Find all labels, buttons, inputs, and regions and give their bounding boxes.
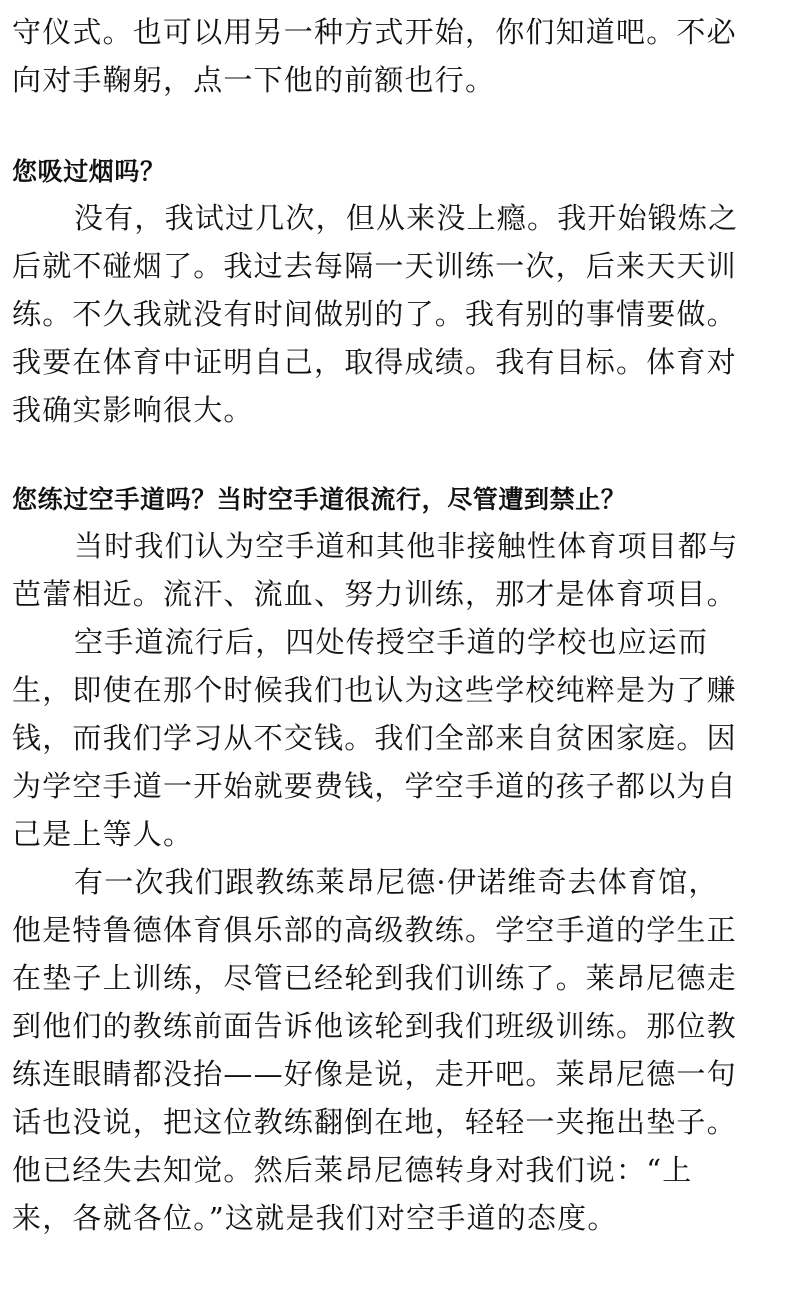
text-line: 在垫子上训练，尽管已经轮到我们训练了。莱昂尼德走 — [12, 961, 737, 995]
spacer — [12, 434, 774, 478]
text-line: 我要在体育中证明自己，取得成绩。我有目标。体育对 — [12, 345, 737, 379]
paragraph-continuation — [12, 8, 774, 104]
document-page — [12, 8, 774, 1242]
text-line: 生，即使在那个时候我们也认为这些学校纯粹是为了赚 — [12, 673, 737, 707]
answer-paragraph — [12, 618, 774, 858]
text-line: 话也没说，把这位教练翻倒在地，轻轻一夹拖出垫子。 — [12, 1105, 737, 1139]
text-line: 到他们的教练前面告诉他该轮到我们班级训练。那位教 — [12, 1009, 737, 1043]
text-line: 向对手鞠躬，点一下他的前额也行。 — [12, 63, 496, 97]
text-line: 练连眼睛都没抬——好像是说，走开吧。莱昂尼德一句 — [12, 1057, 737, 1091]
answer-paragraph — [12, 858, 774, 1242]
answer-paragraph — [12, 522, 774, 618]
text-line: 练。不久我就没有时间做别的了。我有别的事情要做。 — [12, 297, 737, 331]
question-heading: 您练过空手道吗？当时空手道很流行，尽管遭到禁止？ — [12, 485, 627, 514]
question-heading: 您吸过烟吗？ — [12, 157, 166, 186]
text-line: 己是上等人。 — [12, 817, 194, 851]
text-line: 他是特鲁德体育俱乐部的高级教练。学空手道的学生正 — [12, 913, 737, 947]
spacer — [12, 104, 774, 150]
text-line: 有一次我们跟教练莱昂尼德·伊诺维奇去体育馆， — [74, 865, 719, 899]
interview-section-smoking — [12, 150, 774, 434]
text-line: 为学空手道一开始就要费钱，学空手道的孩子都以为自 — [12, 769, 737, 803]
text-line: 来，各就各位。”这就是我们对空手道的态度。 — [12, 1201, 618, 1235]
text-line: 芭蕾相近。流汗、流血、努力训练，那才是体育项目。 — [12, 577, 737, 611]
text-line: 后就不碰烟了。我过去每隔一天训练一次，后来天天训 — [12, 249, 737, 283]
text-line: 守仪式。也可以用另一种方式开始，你们知道吧。不必 — [12, 15, 737, 49]
text-line: 空手道流行后，四处传授空手道的学校也应运而 — [74, 625, 709, 659]
text-line: 他已经失去知觉。然后莱昂尼德转身对我们说：“上 — [12, 1153, 693, 1187]
interview-section-karate — [12, 478, 774, 1242]
text-line: 钱，而我们学习从不交钱。我们全部来自贫困家庭。因 — [12, 721, 737, 755]
text-line: 没有，我试过几次，但从来没上瘾。我开始锻炼之 — [74, 201, 739, 235]
text-line: 我确实影响很大。 — [12, 393, 254, 427]
text-line: 当时我们认为空手道和其他非接触性体育项目都与 — [74, 529, 739, 563]
